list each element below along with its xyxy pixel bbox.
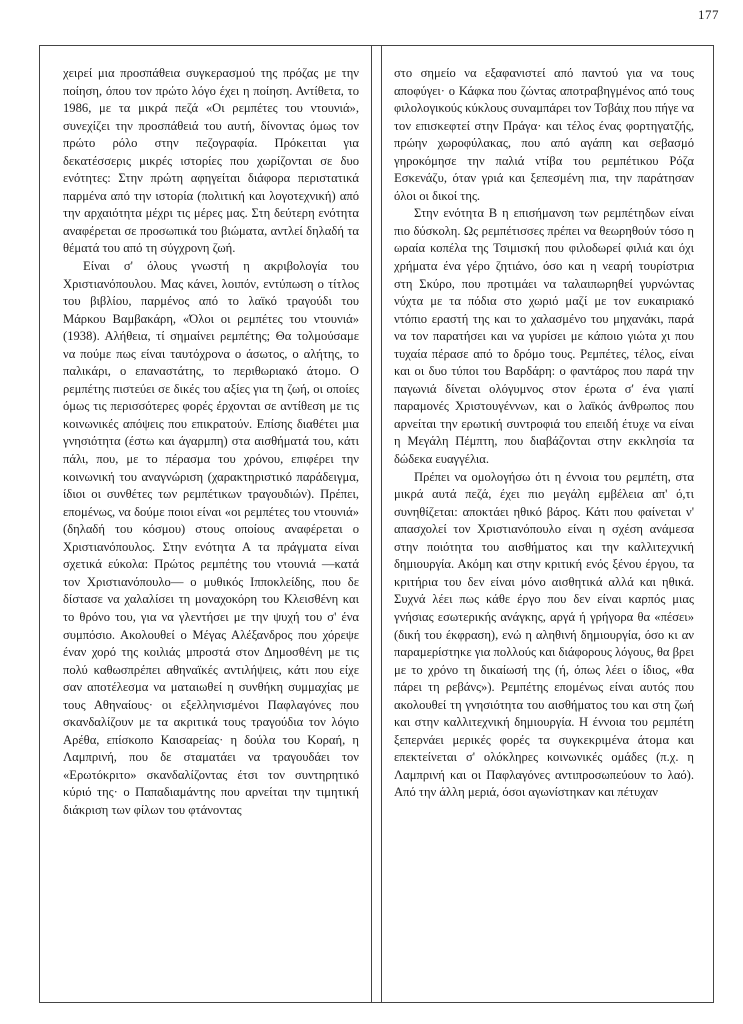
paragraph: στο σημείο να εξαφανιστεί από παντού για να τους αποφύγει· ο Κάφκα που ζώντας αποτραβηγμένος από τους φιλολογικούς κύκλους συναμπάρει τον Τσβάιχ που πήγε να τον επισκεφτεί στην Πράγα· και τέλος ένας φορτηγατζής, πρώην χωροφύλακας, που από αγάπη και σεβασμό γηροκόμησε την παλιά ντίβα του ρεμπέτικου Ρόζα Εσκενάζυ, όταν γριά και ξεπεσμένη πια, την παράτησαν όλοι οι δικοί της.	[394, 66, 694, 203]
left-column	[63, 65, 359, 820]
right-column	[394, 65, 694, 802]
paragraph: Είναι σ' όλους γνωστή η ακριβολογία του Χριστιανόπουλου. Μας κάνει, λοιπόν, εντύπωση ο τίτλος του βιβλίου, παρμένος από το λαϊκό τραγούδι του Μάρκου Βαμβακάρη, «Όλοι οι ρεμπέτες του ντουνιά» (1938). Αλήθεια, τί σημαίνει ρεμπέτης; Θα τολμούσαμε να πούμε πως είναι ταυτόχρονα ο άσωτος, ο αλήτης, το παλικάρι, ο επαναστάτης, το περιθωριακό άτομο. Ο ρεμπέτης πιστεύει σε δικές του αξίες για τη ζωή, οι οποίες όμως τις περισσότερες φορές έρχονται σε αντίθεση με τις κοινωνικές απόψεις που επικρατούν. Επίσης διαθέτει μια γνησιότητα (έστω και άγαρμπη) στα αισθήματά του, κάτι πάλι, που, με το πέρασμα του χρόνου, επιφέρει την κοινωνική του αναγνώριση (χαρακτηριστικό παράδειγμα, ίδιοι οι συνθέτες των ρεμπέτικων τραγουδιών). Πρέπει, επομένως, να δούμε ποιοι είναι «οι ρεμπέτες του ντουνιά» (δηλαδή του κόσμου) στους οποίους αναφέρεται ο Χριστιανόπουλος. Στην ενότητα Α τα πράγματα είναι σχετικά εύκολα: Πρώτος ρεμπέτης του ντουνιά —κατά τον Χριστιανόπουλο— ο μυθικός Ιπποκλείδης, που δε δίστασε να χαλαλίσει τη μοναχοκόρη του Κλεισθένη και το θρόνο του, για να γλεντήσει με την ψυχή του σ' ένα συμπόσιο. Ακολουθεί ο Μέγας Αλέξανδρος που χόρεψε έναν χορό της κοιλιάς μπροστά στον Δημοσθένη με τις πολύ καθωσπρέπει αθηναϊκές αντιλήψεις, κάτι που είχε σαν αποτέλεσμα να ματαιωθεί η συνθήκη συμμαχίας με τους Αθηναίους· οι εξελληνισμένοι Παφλαγόνες που σκανδαλίζουν με τα ακριτικά τους τραγούδια τον λόγιο Αρέθα, επίσκοπο Καισαρείας· η δούλα του Κοραή, η Λαμπρινή, που δε σταματάει να τραγουδάει τον «Ερωτόκριτο» σκανδαλίζοντας έτσι τον συντηρητικό κύριό της· ο Παπαδιαμάντης που αρνείται την τιμητική διάκριση των φίλων του φτάνοντας	[63, 259, 359, 817]
page-number: 177	[698, 7, 719, 22]
paragraph: Στην ενότητα Β η επισήμανση των ρεμπέτηδων είναι πιο δύσκολη. Ως ρεμπέτισσες πρέπει να θεωρηθούν τόσο η ωραία κοπέλα της Τσιμισκή που φιλοδωρεί φιλιά και όχι χρήματα ένα γέρο ζητιάνο, όσο και η νεαρή τουρίστρια στη Σκύρο, που προτιμάει να ταλαιπωρηθεί γυρνώντας νύχτα με τα πόδια στο χωριό μαζί με τον ευκαιριακό ντόπιο εραστή της και το χαλασμένο του μηχανάκι, παρά να τον παρατήσει και να γυρίσει με κάποιο γιώτα χι που τυχαία πέρασε από το δρόμο τους. Ρεμπέτες, τέλος, είναι και οι δυο τύποι του Βαρδάρη: ο φαντάρος που παρά την παγωνιά δίνεται ολόγυμνος στον έρωτα σ' ένα γιαπί παραμονές Χριστουγέννων, και ο λαϊκός άνθρωπος που αρνείται την ερωτική συντροφιά του επειδή έτυχε να είναι η Μεγάλη Πέμπτη, που διαβάζονται στην εκκλησία τα δώδεκα ευαγγέλια.	[394, 206, 694, 467]
paragraph: Πρέπει να ομολογήσω ότι η έννοια του ρεμπέτη, στα μικρά αυτά πεζά, έχει πιο μεγάλη εμβέλεια απ' ό,τι συνηθίζεται: αποκτάει ηθικό βάρος. Κάτι που φαίνεται ν' απασχολεί τον Χριστιανόπουλο είναι η σχέση ανάμεσα στην ποιότητα του αισθήματος και την καλλιτεχνική δημιουργία. Ακόμη και στην κριτική ενός ξένου έργου, τα κριτήρια του δεν είναι μόνο αισθητικά αλλά και ηθικά. Συχνά λέει πως κάθε έργο που δεν είναι καρπός μιας γνήσιας εσωτερικής ανάγκης, αργά ή γρήγορα θα «πέσει» (δική του έκφραση), ενώ η αληθινή δημιουργία, όσο κι αν παραμερίστηκε για πολλούς και διάφορους λόγους, θα βρει με το χρόνο τη δικαίωσή της (ή, όπως λέει ο ίδιος, «θα πάρει τη ρεβάνς»). Ρεμπέτης επομένως είναι αυτός που ακολουθεί τη γνησιότητα του αισθήματος του και στη ζωή και στην καλλιτεχνική δημιουργία. Η έννοια του ρεμπέτη ξεπερνάει μερικές φορές τα συγκεκριμένα άτομα και επεκτείνεται σ' ολόκληρες κοινωνικές ομάδες (π.χ. η Λαμπρινή και οι Παφλαγόνες αντιπροσωπεύουν το λαό). Από την άλλη μεριά, όσοι αγωνίστηκαν και πέτυχαν	[394, 469, 694, 800]
text-frame	[39, 45, 714, 1003]
column-divider	[371, 46, 382, 1002]
paragraph: χειρεί μια προσπάθεια συγκερασμού της πρόζας με την ποίηση, όπου τον πρώτο λόγο έχει η ποίηση. Αντίθετα, το 1986, με τα μικρά πεζά «Οι ρεμπέτες του ντουνιά», συνεχίζει την προσπάθειά του αυτή, δίνοντας όμως τον πρώτο ρόλο στην πεζογραφία. Πρόκειται για δεκατέσσερις μικρές ιστορίες που χωρίζονται σε δυο ενότητες: Στην πρώτη αφηγείται διάφορα περιστατικά παρμένα από την ιστορία (πολιτική και λογοτεχνική) από την αρχαιότητα μέχρι τις μέρες μας. Στη δεύτερη ενότητα αναφέρεται σε προσωπικά του βιώματα, αντλεί δηλαδή τα θέματά του από τη σύγχρονη ζωή.	[63, 66, 359, 256]
